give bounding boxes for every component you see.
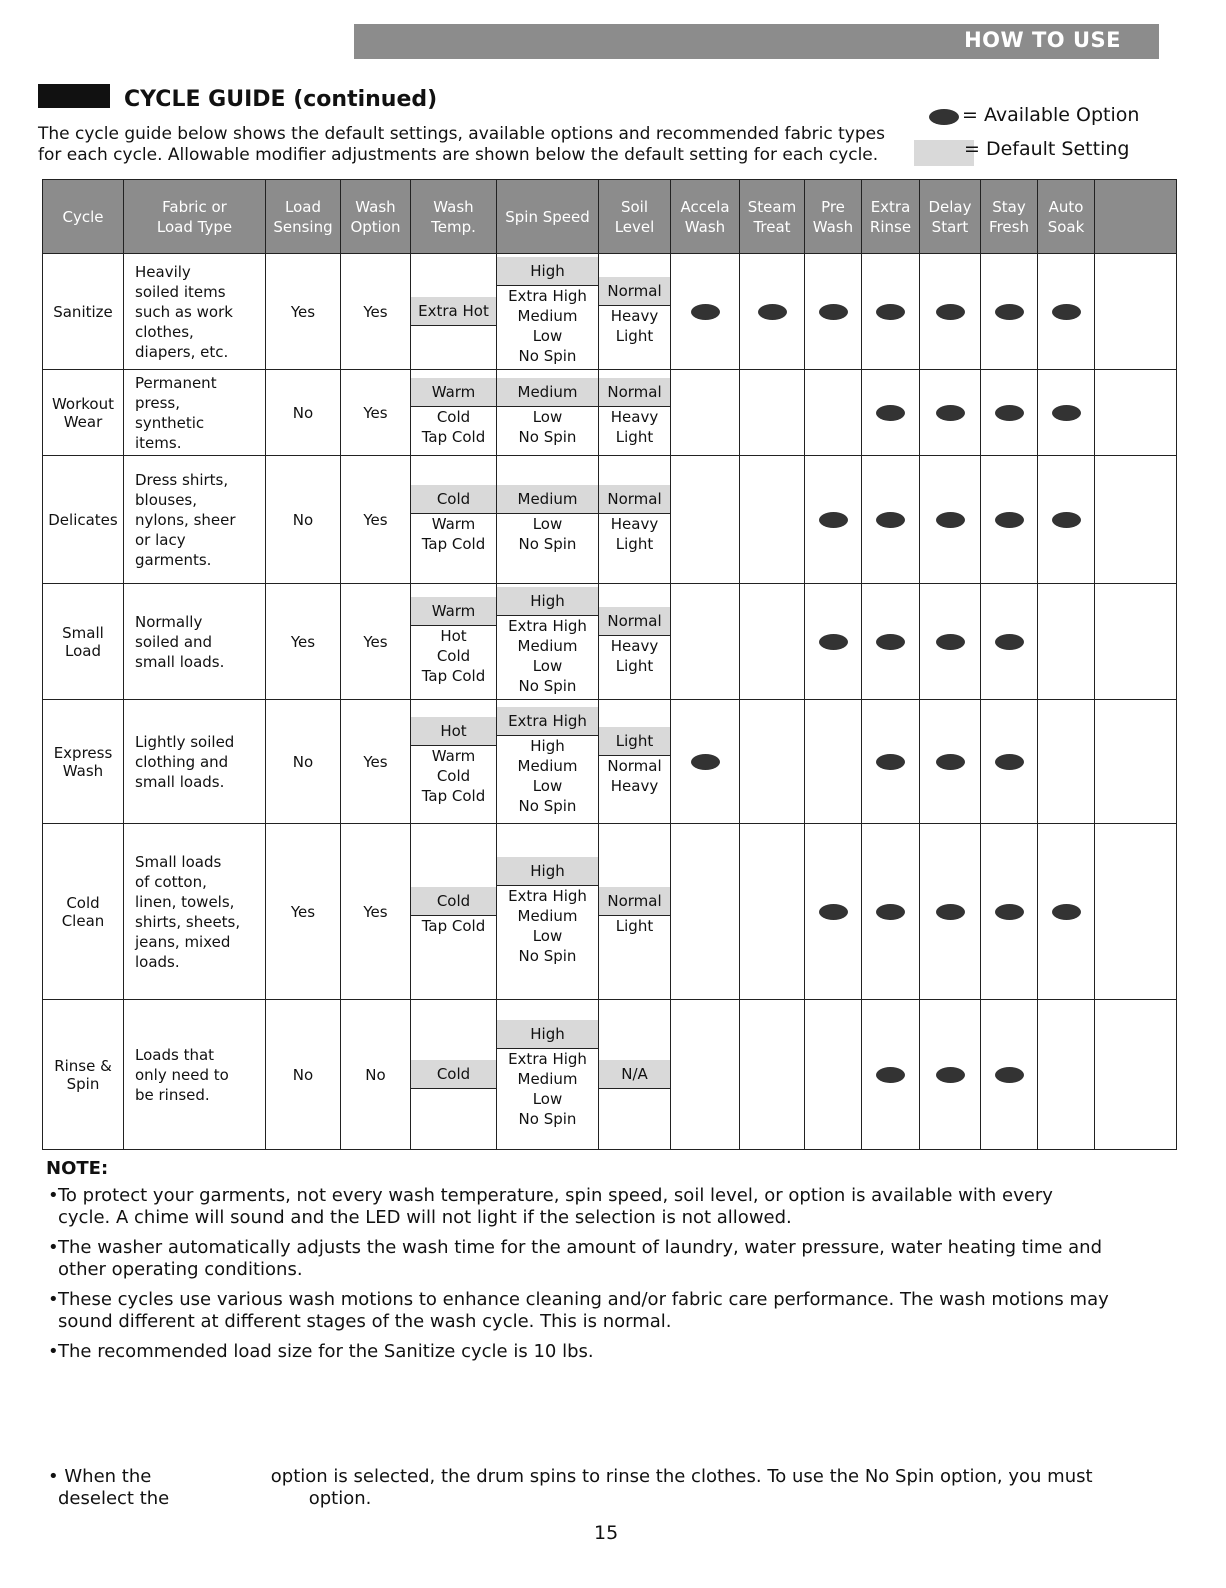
wash-option-cell: Yes <box>341 456 411 584</box>
fabric-cell: Loads that only need to be rinsed. <box>124 1000 266 1150</box>
wash-temp-cell <box>411 700 497 824</box>
spin-speed-cell <box>497 1000 599 1150</box>
header-fabric: Fabric or Load Type <box>124 180 266 254</box>
soil-level-cell <box>599 254 671 370</box>
stay-fresh-cell <box>981 254 1038 370</box>
note-item: • The recommended load size for the Sanitize cycle is 10 lbs. <box>48 1341 1198 1363</box>
blank-cell <box>1095 456 1177 584</box>
cycle-name-cell: Small Load <box>43 584 124 700</box>
stay-fresh-cell <box>981 1000 1038 1150</box>
wash-temp-default: Hot <box>411 717 496 746</box>
available-option-dot-icon <box>936 512 965 528</box>
auto-soak-cell <box>1038 824 1095 1000</box>
header-extra-rinse: Extra Rinse <box>862 180 920 254</box>
wash-option-cell: Yes <box>341 370 411 456</box>
extra-rinse-cell <box>862 1000 920 1150</box>
header-steam-treat: Steam Treat <box>740 180 805 254</box>
pre-wash-cell <box>805 584 862 700</box>
table-row <box>43 370 1177 456</box>
pre-wash-cell <box>805 1000 862 1150</box>
available-option-dot-icon <box>936 1067 965 1083</box>
pre-wash-cell <box>805 824 862 1000</box>
fabric-cell: Small loads of cotton, linen, towels, shirts, sheets, jeans, mixed loads. <box>124 824 266 1000</box>
extra-rinse-cell <box>862 700 920 824</box>
available-option-dot-icon <box>1052 405 1081 421</box>
available-option-dot-icon <box>691 304 720 320</box>
available-option-dot-icon <box>995 1067 1024 1083</box>
available-option-dot-icon <box>819 512 848 528</box>
cycle-name-cell: Workout Wear <box>43 370 124 456</box>
wash-temp-options: Tap Cold <box>421 917 486 935</box>
blank-cell <box>1095 824 1177 1000</box>
steam-treat-cell <box>740 700 805 824</box>
available-option-dot-icon <box>876 405 905 421</box>
accela-wash-cell <box>671 254 740 370</box>
soil-level-cell <box>599 370 671 456</box>
steam-treat-cell <box>740 254 805 370</box>
spin-speed-options: Extra High Medium Low No Spin <box>508 617 587 695</box>
wash-option-cell: Yes <box>341 700 411 824</box>
soil-level-cell <box>599 1000 671 1150</box>
available-option-dot-icon <box>995 512 1024 528</box>
soil-level-default: Normal <box>599 378 670 407</box>
accela-wash-cell <box>671 700 740 824</box>
wash-temp-default: Extra Hot <box>411 297 496 326</box>
available-option-dot-icon <box>936 904 965 920</box>
table-row <box>43 824 1177 1000</box>
header-soil-level: Soil Level <box>599 180 671 254</box>
spin-speed-default: Medium <box>497 378 598 407</box>
accela-wash-cell <box>671 584 740 700</box>
load-sensing-cell: Yes <box>266 254 341 370</box>
available-option-dot-icon <box>936 304 965 320</box>
soil-level-cell <box>599 824 671 1000</box>
accela-wash-cell <box>671 1000 740 1150</box>
header-cycle: Cycle <box>43 180 124 254</box>
table-row <box>43 700 1177 824</box>
steam-treat-cell <box>740 824 805 1000</box>
legend-available-label: = Available Option <box>962 104 1140 126</box>
table-row <box>43 584 1177 700</box>
spin-speed-default: Medium <box>497 485 598 514</box>
spin-speed-cell <box>497 254 599 370</box>
notes-list <box>48 1185 1198 1371</box>
wash-option-cell: Yes <box>341 254 411 370</box>
header-auto-soak: Auto Soak <box>1038 180 1095 254</box>
soil-level-default: Normal <box>599 607 670 636</box>
auto-soak-cell <box>1038 1000 1095 1150</box>
note-heading: NOTE: <box>46 1158 109 1179</box>
stay-fresh-cell <box>981 584 1038 700</box>
cycle-name-cell: Rinse & Spin <box>43 1000 124 1150</box>
soil-level-default: Normal <box>599 485 670 514</box>
wash-option-cell: Yes <box>341 584 411 700</box>
soil-level-default: Normal <box>599 887 670 916</box>
soil-level-cell <box>599 456 671 584</box>
available-option-dot-icon <box>876 512 905 528</box>
page-number: 15 <box>594 1522 619 1544</box>
cycle-guide-table <box>42 179 1177 1150</box>
blank-cell <box>1095 700 1177 824</box>
soil-level-cell <box>599 584 671 700</box>
spin-speed-options: High Medium Low No Spin <box>517 737 578 815</box>
extra-rinse-cell <box>862 824 920 1000</box>
wash-temp-cell <box>411 370 497 456</box>
load-sensing-cell: No <box>266 1000 341 1150</box>
fabric-cell: Permanent press, synthetic items. <box>124 370 266 456</box>
wash-temp-cell <box>411 456 497 584</box>
header-accela-wash: Accela Wash <box>671 180 740 254</box>
wash-temp-options: Cold Tap Cold <box>421 408 486 446</box>
section-header-bar <box>354 24 1159 59</box>
blank-cell <box>1095 370 1177 456</box>
available-option-dot-icon <box>995 405 1024 421</box>
available-option-dot-icon <box>995 634 1024 650</box>
note-item: • The washer automatically adjusts the wash time for the amount of laundry, water pressure, water heating time and other operating conditions. <box>48 1237 1198 1281</box>
soil-level-default: Light <box>599 727 670 756</box>
auto-soak-cell <box>1038 700 1095 824</box>
available-option-dot-icon <box>876 904 905 920</box>
load-sensing-cell: Yes <box>266 824 341 1000</box>
note5-part-c: deselect the <box>58 1488 170 1509</box>
header-spin-speed: Spin Speed <box>497 180 599 254</box>
intro-line: The cycle guide below shows the default settings, available options and recommended fabric types <box>38 124 885 144</box>
available-option-dot-icon <box>1052 512 1081 528</box>
soil-level-options: Heavy Light <box>610 307 659 345</box>
note5-part-d: option. <box>308 1488 372 1509</box>
spin-speed-options: Extra High Medium Low No Spin <box>508 1050 587 1128</box>
header-stay-fresh: Stay Fresh <box>981 180 1038 254</box>
soil-level-options: Light <box>615 917 654 935</box>
blank-cell <box>1095 1000 1177 1150</box>
auto-soak-cell <box>1038 584 1095 700</box>
available-option-dot-icon <box>936 634 965 650</box>
stay-fresh-cell <box>981 824 1038 1000</box>
available-option-dot-icon <box>876 304 905 320</box>
header-delay-start: Delay Start <box>920 180 981 254</box>
extra-rinse-cell <box>862 456 920 584</box>
section-title: HOW TO USE <box>964 28 1121 52</box>
spin-speed-cell <box>497 456 599 584</box>
cycle-name-cell: Delicates <box>43 456 124 584</box>
legend <box>912 104 1222 174</box>
pre-wash-cell <box>805 456 862 584</box>
fabric-cell: Dress shirts, blouses, nylons, sheer or lacy garments. <box>124 456 266 584</box>
wash-option-cell: Yes <box>341 824 411 1000</box>
available-option-dot-icon <box>936 405 965 421</box>
available-option-dot-icon <box>1052 904 1081 920</box>
fabric-cell: Lightly soiled clothing and small loads. <box>124 700 266 824</box>
steam-treat-cell <box>740 370 805 456</box>
stay-fresh-cell <box>981 456 1038 584</box>
wash-temp-default: Cold <box>411 887 496 916</box>
load-sensing-cell: No <box>266 700 341 824</box>
header-wash-option: Wash Option <box>341 180 411 254</box>
delay-start-cell <box>920 370 981 456</box>
stay-fresh-cell <box>981 700 1038 824</box>
wash-temp-default: Cold <box>411 485 496 514</box>
title-marker-block <box>38 84 110 108</box>
spin-speed-default: High <box>497 257 598 286</box>
delay-start-cell <box>920 700 981 824</box>
pre-wash-cell <box>805 254 862 370</box>
available-option-dot-icon <box>876 634 905 650</box>
soil-level-default: Normal <box>599 277 670 306</box>
note5-part-a: When the <box>64 1466 152 1487</box>
auto-soak-cell <box>1038 254 1095 370</box>
available-option-dot-icon <box>819 634 848 650</box>
spin-speed-options: Low No Spin <box>518 408 577 446</box>
available-option-dot-icon <box>819 904 848 920</box>
extra-rinse-cell <box>862 254 920 370</box>
wash-temp-options: Hot Cold Tap Cold <box>421 627 486 685</box>
extra-rinse-cell <box>862 370 920 456</box>
spin-speed-default: High <box>497 587 598 616</box>
cycle-name-cell: Cold Clean <box>43 824 124 1000</box>
spin-speed-default: Extra High <box>497 707 598 736</box>
soil-level-cell <box>599 700 671 824</box>
note-item: • These cycles use various wash motions to enhance cleaning and/or fabric care performance. The wash motions may sound different at different stages of the wash cycle. This is normal. <box>48 1289 1198 1333</box>
wash-temp-options: Warm Cold Tap Cold <box>421 747 486 805</box>
wash-option-cell: No <box>341 1000 411 1150</box>
available-option-dot-icon <box>995 904 1024 920</box>
table-row <box>43 1000 1177 1150</box>
note5-part-b: option is selected, the drum spins to rinse the clothes. To use the No Spin option, you must <box>270 1466 1093 1487</box>
pre-wash-cell <box>805 700 862 824</box>
note-item: • To protect your garments, not every wash temperature, spin speed, soil level, or option is available with every cycle. A chime will sound and the LED will not light if the selection is not allowed. <box>48 1185 1198 1229</box>
spin-speed-default: High <box>497 1020 598 1049</box>
accela-wash-cell <box>671 456 740 584</box>
legend-default-label: = Default Setting <box>964 138 1130 160</box>
table-row <box>43 456 1177 584</box>
accela-wash-cell <box>671 824 740 1000</box>
available-option-dot-icon <box>995 754 1024 770</box>
wash-temp-cell <box>411 824 497 1000</box>
blank-cell <box>1095 254 1177 370</box>
steam-treat-cell <box>740 456 805 584</box>
table-header-row <box>43 180 1177 254</box>
spin-speed-cell <box>497 370 599 456</box>
soil-level-options: Normal Heavy <box>607 757 662 795</box>
spin-speed-options: Extra High Medium Low No Spin <box>508 887 587 965</box>
load-sensing-cell: No <box>266 456 341 584</box>
steam-treat-cell <box>740 1000 805 1150</box>
wash-temp-default: Warm <box>411 378 496 407</box>
cycle-name-cell: Sanitize <box>43 254 124 370</box>
soil-level-options: Heavy Light <box>610 408 659 446</box>
wash-temp-cell <box>411 254 497 370</box>
spin-speed-cell <box>497 584 599 700</box>
spin-speed-options: Low No Spin <box>518 515 577 553</box>
header-wash-temp: Wash Temp. <box>411 180 497 254</box>
spin-speed-default: High <box>497 857 598 886</box>
delay-start-cell <box>920 254 981 370</box>
available-option-dot-icon <box>1052 304 1081 320</box>
wash-temp-cell <box>411 1000 497 1150</box>
available-option-dot-icon <box>995 304 1024 320</box>
load-sensing-cell: Yes <box>266 584 341 700</box>
available-option-dot-icon <box>691 754 720 770</box>
auto-soak-cell <box>1038 370 1095 456</box>
auto-soak-cell <box>1038 456 1095 584</box>
header-load-sensing: Load Sensing <box>266 180 341 254</box>
header-pre-wash: Pre Wash <box>805 180 862 254</box>
wash-temp-cell <box>411 584 497 700</box>
delay-start-cell <box>920 456 981 584</box>
available-option-dot-icon <box>876 1067 905 1083</box>
delay-start-cell <box>920 824 981 1000</box>
spin-speed-cell <box>497 700 599 824</box>
table-row <box>43 254 1177 370</box>
load-sensing-cell: No <box>266 370 341 456</box>
extra-rinse-cell <box>862 584 920 700</box>
available-option-dot-icon <box>876 754 905 770</box>
blank-cell <box>1095 584 1177 700</box>
wash-temp-default: Cold <box>411 1060 496 1089</box>
pre-wash-cell <box>805 370 862 456</box>
spin-speed-cell <box>497 824 599 1000</box>
cycle-name-cell: Express Wash <box>43 700 124 824</box>
steam-treat-cell <box>740 584 805 700</box>
stay-fresh-cell <box>981 370 1038 456</box>
soil-level-options: Heavy Light <box>610 515 659 553</box>
available-option-dot-icon <box>819 304 848 320</box>
fabric-cell: Heavily soiled items such as work clothes, diapers, etc. <box>124 254 266 370</box>
soil-level-default: N/A <box>599 1060 670 1089</box>
fabric-cell: Normally soiled and small loads. <box>124 584 266 700</box>
intro-line: for each cycle. Allowable modifier adjustments are shown below the default setting for each cycle. <box>38 145 879 165</box>
spin-speed-options: Extra High Medium Low No Spin <box>508 287 587 365</box>
wash-temp-options: Warm Tap Cold <box>421 515 486 553</box>
wash-temp-default: Warm <box>411 597 496 626</box>
header-blank <box>1095 180 1177 254</box>
available-option-dot-icon <box>936 754 965 770</box>
soil-level-options: Heavy Light <box>610 637 659 675</box>
accela-wash-cell <box>671 370 740 456</box>
delay-start-cell <box>920 584 981 700</box>
available-option-dot-icon <box>929 109 959 125</box>
page-title: CYCLE GUIDE (continued) <box>124 87 438 112</box>
available-option-dot-icon <box>758 304 787 320</box>
delay-start-cell <box>920 1000 981 1150</box>
intro-text <box>38 124 918 166</box>
